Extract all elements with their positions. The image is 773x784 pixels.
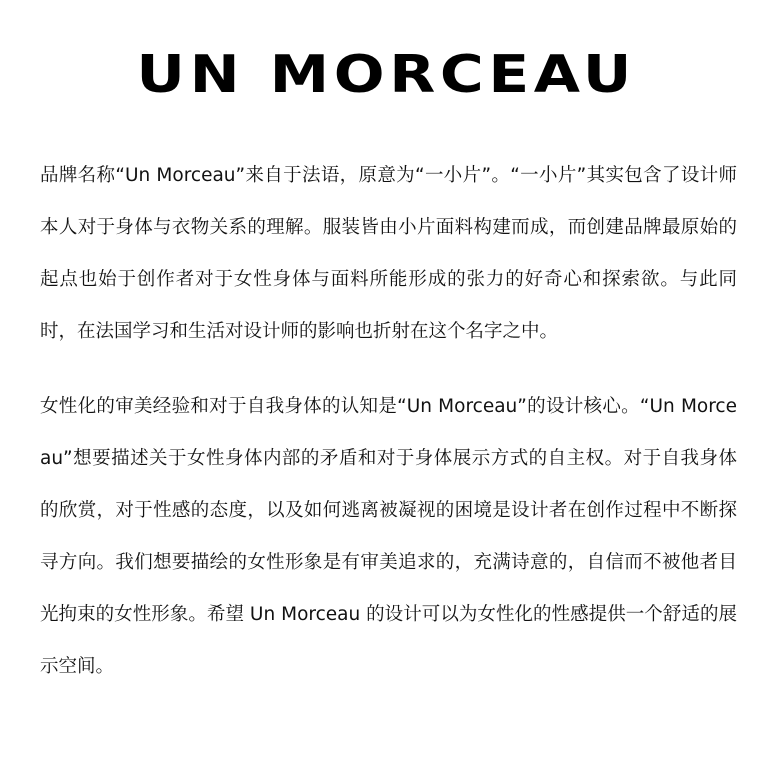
brand-logo: UN MORCEAU (136, 45, 637, 105)
article-body (40, 150, 737, 693)
brand-header (0, 40, 773, 110)
paragraph-design-core: 女性化的审美经验和对于自我身体的认知是“Un Morceau”的设计核心。“Un Morceau”想要描述关于女性身体内部的矛盾和对于身体展示方式的自主权。对于自我身体的欣赏，对于性感的态度，以及如何逃离被凝视的困境是设计者在创作过程中不断探寻方向。我们想要描绘的女性形象是有审美追求的，充满诗意的，自信而不被他者目光拘束的女性形象。希望 Un Morceau 的设计可以为女性化的性感提供一个舒适的展示空间。 (40, 396, 737, 677)
paragraph-brand-origin: 品牌名称“Un Morceau”来自于法语，原意为“一小片”。“一小片”其实包含了设计师本人对于身体与衣物关系的理解。服装皆由小片面料构建而成，而创建品牌最原始的起点也始于创作者对于女性身体与面料所能形成的张力的好奇心和探索欲。与此同时，在法国学习和生活对设计师的影响也折射在这个名字之中。 (40, 165, 737, 342)
